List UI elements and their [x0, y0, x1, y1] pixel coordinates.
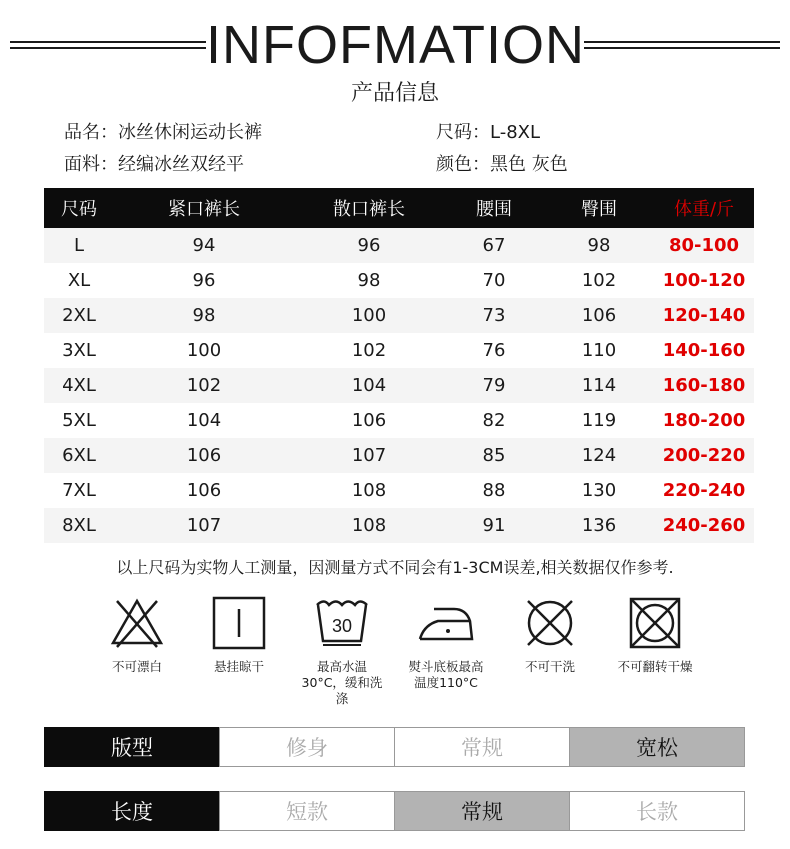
table-cell: 6XL: [62, 445, 96, 466]
wash-30-icon: [314, 595, 370, 651]
table-cell: 76: [482, 340, 506, 361]
table-cell: 3XL: [62, 340, 96, 361]
table-row: [44, 333, 754, 368]
table-cell: L: [73, 235, 85, 256]
table-cell: 102: [581, 270, 617, 291]
info-size-range: [436, 118, 540, 144]
table-cell: 114: [581, 375, 617, 396]
table-cell: 102: [186, 375, 222, 396]
care-item-no-tumble-dry: [605, 595, 705, 675]
care-item-no-dry-clean: [500, 595, 600, 675]
column-header: 散口裤长: [333, 199, 405, 220]
length-option-short: 短款: [219, 791, 395, 831]
info-value: 黑色 灰色: [490, 154, 568, 175]
care-label: 悬挂晾干: [213, 659, 264, 674]
table-cell: 79: [482, 375, 506, 396]
info-label: 面料 ：: [64, 154, 118, 175]
table-cell: 106: [351, 410, 387, 431]
fit-option-regular: 常规: [394, 727, 570, 767]
hang-dry-icon: [211, 595, 267, 651]
table-cell: 104: [351, 375, 387, 396]
info-label: 颜色 ：: [436, 154, 490, 175]
table-cell: XL: [67, 270, 91, 291]
table-cell: 4XL: [62, 375, 96, 396]
table-body: [44, 228, 754, 543]
table-cell: 2XL: [62, 305, 96, 326]
info-fabric: [64, 150, 244, 176]
table-cell: 98: [192, 305, 216, 326]
table-cell: 7XL: [62, 480, 96, 501]
table-cell: 107: [351, 445, 387, 466]
no-bleach-icon: [109, 595, 165, 651]
care-item-wash-30: [292, 595, 392, 707]
table-cell: 100-120: [662, 270, 746, 291]
info-product-name: [64, 118, 262, 144]
table-cell: 102: [351, 340, 387, 361]
table-cell: 96: [192, 270, 216, 291]
table-cell: 106: [186, 480, 222, 501]
table-row: [44, 228, 754, 263]
care-label: 不可干洗: [524, 659, 575, 674]
table-cell: 106: [186, 445, 222, 466]
table-cell: 88: [482, 480, 506, 501]
no-tumble-dry-icon: [627, 595, 683, 651]
table-cell: 98: [357, 270, 381, 291]
care-item-no-bleach: [87, 595, 187, 675]
table-cell: 91: [482, 515, 506, 536]
no-dry-clean-icon: [522, 595, 578, 651]
table-cell: 108: [351, 515, 387, 536]
table-cell: 160-180: [662, 375, 746, 396]
info-label: 品名 ：: [64, 122, 118, 143]
table-cell: 104: [186, 410, 222, 431]
column-header: 尺码: [61, 199, 97, 220]
table-cell: 124: [581, 445, 617, 466]
iron-110-icon: [414, 595, 478, 651]
care-item-hang-dry: [189, 595, 289, 675]
length-option-regular: 常规: [394, 791, 570, 831]
table-cell: 140-160: [662, 340, 746, 361]
table-cell: 98: [587, 235, 611, 256]
table-cell: 110: [581, 340, 617, 361]
fit-selector: [44, 727, 748, 767]
table-cell: 220-240: [662, 480, 746, 501]
info-value: 经编冰丝双经平: [118, 154, 244, 175]
table-cell: 80-100: [668, 235, 740, 256]
column-header: 紧口裤长: [168, 199, 240, 220]
table-cell: 108: [351, 480, 387, 501]
table-cell: 85: [482, 445, 506, 466]
header-rule-right: [584, 41, 780, 49]
header-rule-left: [10, 41, 206, 49]
table-cell: 200-220: [662, 445, 746, 466]
fit-option-slim: 修身: [219, 727, 395, 767]
info-value: 冰丝休闲运动长裤: [118, 122, 262, 143]
table-cell: 120-140: [662, 305, 746, 326]
care-label: 熨斗底板最高温度110°C: [408, 659, 484, 690]
table-row: [44, 438, 754, 473]
column-header: 臀围: [581, 199, 617, 220]
table-cell: 82: [482, 410, 506, 431]
size-table: [44, 188, 754, 543]
care-label: 不可漂白: [111, 659, 162, 674]
table-cell: 96: [357, 235, 381, 256]
table-row: [44, 508, 754, 543]
table-row: [44, 298, 754, 333]
info-label: 尺码 ：: [436, 122, 490, 143]
length-option-long: 长款: [569, 791, 745, 831]
table-cell: 119: [581, 410, 617, 431]
table-cell: 70: [482, 270, 506, 291]
care-label: 最高水温30°C，缓和洗涤: [301, 659, 383, 706]
column-header: 体重/斤: [673, 199, 735, 220]
table-cell: 67: [482, 235, 506, 256]
table-cell: 5XL: [62, 410, 96, 431]
table-row: [44, 473, 754, 508]
info-value: L-8XL: [490, 122, 541, 143]
care-item-iron-110: [396, 595, 496, 691]
length-selector: [44, 791, 748, 831]
table-cell: 106: [581, 305, 617, 326]
page-subtitle: 产品信息: [350, 81, 439, 106]
table-cell: 100: [351, 305, 387, 326]
table-row: [44, 368, 754, 403]
table-row: [44, 403, 754, 438]
table-cell: 94: [192, 235, 216, 256]
column-header: 腰围: [476, 199, 512, 220]
table-cell: 180-200: [662, 410, 746, 431]
table-row: [44, 263, 754, 298]
table-cell: 107: [186, 515, 222, 536]
fit-option-loose: 宽松: [569, 727, 745, 767]
wash-temp-text: 30: [331, 616, 353, 636]
care-label: 不可翻转干燥: [617, 659, 693, 674]
page-title: INFOFMATION: [206, 15, 585, 75]
table-cell: 100: [186, 340, 222, 361]
table-header-row: [44, 188, 754, 228]
table-cell: 130: [581, 480, 617, 501]
section-header: [0, 14, 790, 76]
measurement-note: 以上尺码为实物人工测量，因测量方式不同会有1-3CM误差,相关数据仅作参考.: [116, 558, 674, 577]
table-cell: 73: [482, 305, 506, 326]
info-color: [436, 150, 568, 176]
length-label: 长度: [44, 791, 220, 831]
table-cell: 136: [581, 515, 617, 536]
table-cell: 240-260: [662, 515, 746, 536]
fit-label: 版型: [44, 727, 220, 767]
table-cell: 8XL: [62, 515, 96, 536]
